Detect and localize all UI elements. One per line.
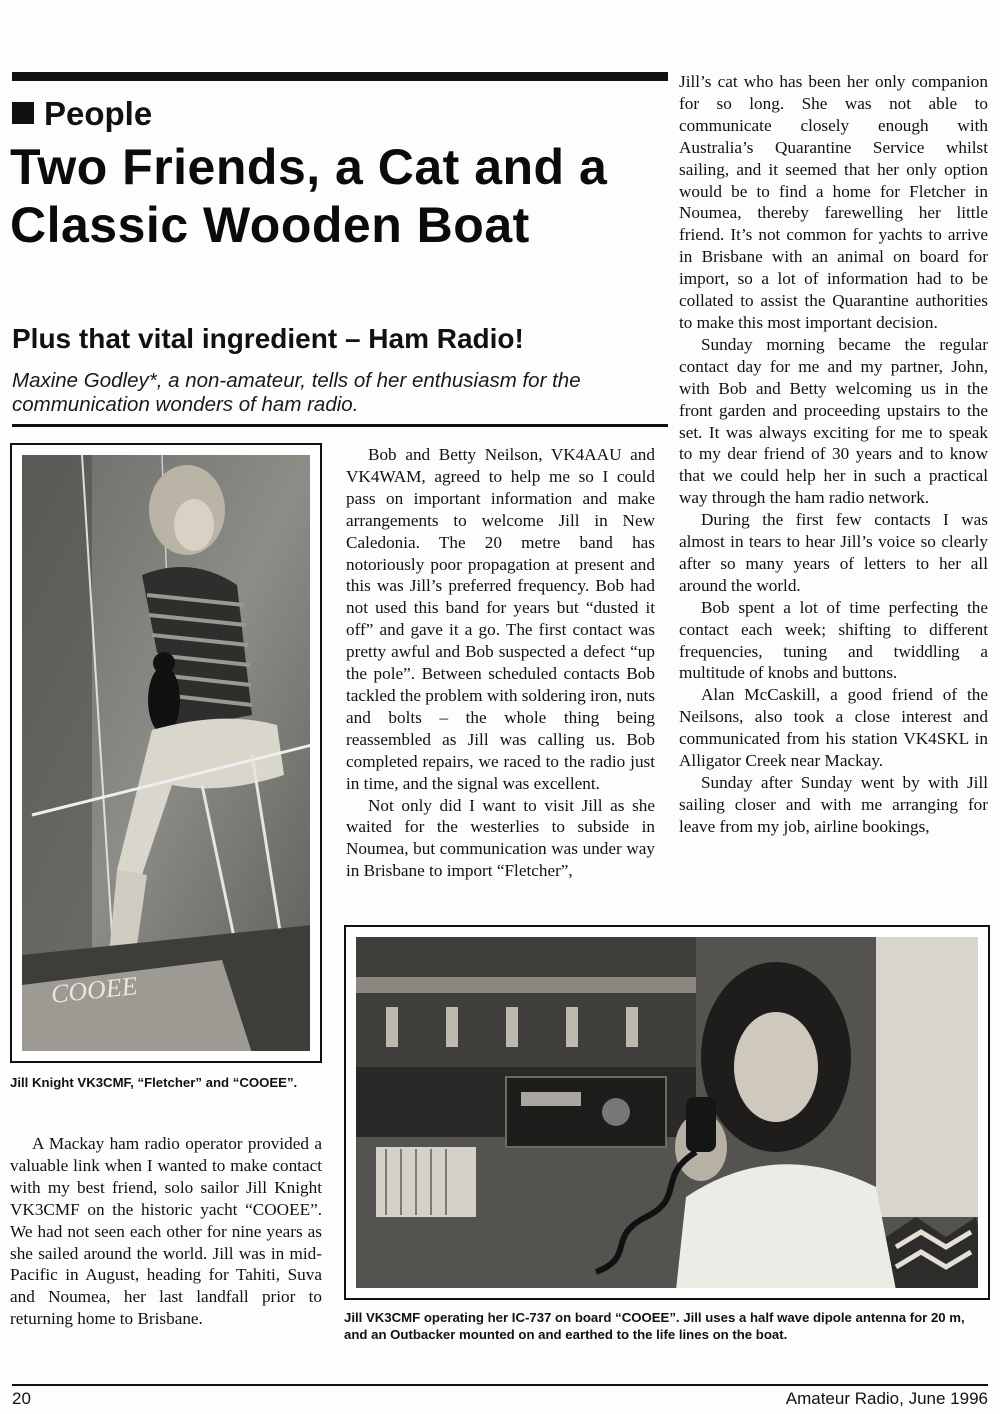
boat-name-text: COOEE bbox=[49, 971, 139, 1009]
paragraph: Sunday after Sunday went by with Jill sailing closer and with me arranging for leave from my job, airline bookings, bbox=[679, 773, 988, 836]
section-label bbox=[12, 96, 152, 132]
publication-line: Amateur Radio, June 1996 bbox=[785, 1389, 988, 1408]
photo-jill-radio bbox=[344, 925, 990, 1300]
photo-jill-and-cat bbox=[10, 443, 322, 1063]
byline-rule bbox=[12, 424, 668, 427]
paragraph: Alan McCaskill, a good friend of the Neilsons, also took a close interest and communicated from his station VK4SKL in Alligator Creek near Mackay. bbox=[679, 685, 988, 771]
paragraph: Sunday morning became the regular contact day for me and my partner, John, with Bob and Betty welcoming us in the front garden and proceeding upstairs to the set. It was always exciting for me to speak to my dear friend of 30 years and to know that we could help her in such a practical way through the ham radio network. bbox=[679, 334, 988, 508]
paragraph: Bob spent a lot of time perfecting the contact each week; shifting to different frequencies, tuning and twiddling a multitude of knobs and buttons. bbox=[679, 597, 988, 683]
header-rule bbox=[12, 72, 668, 81]
photo-jill-radio-image bbox=[356, 937, 978, 1288]
photo-jill-radio-illustration bbox=[356, 937, 978, 1288]
paragraph: Jill’s cat who has been her only companion for so long. She was not able to communicate closely enough with Australia’s Quarantine Service whilst sailing, and it seemed that her only option would be to find a home for Fletcher in Noumea, thereby farewelling her little friend. It’s not common for yachts to arrive in Brisbane with an animal on board for import, so a lot of information had to be collated to assist the Quarantine authorities to make this most important decision. bbox=[679, 72, 988, 332]
photo-jill-and-cat-caption: Jill Knight VK3CMF, “Fletcher” and “COOEE”. bbox=[10, 1075, 298, 1090]
article-title: Two Friends, a Cat and a Classic Wooden Boat bbox=[10, 139, 608, 253]
paragraph: Not only did I want to visit Jill as she waited for the westerlies to subside in Noumea, but communication was under way in Brisbane to import “Fletcher”, bbox=[346, 795, 655, 881]
article-byline: Maxine Godley*, a non-amateur, tells of her enthusiasm for the communication wonders of ham radio. bbox=[12, 369, 581, 416]
column-3 bbox=[679, 71, 988, 838]
photo-jill-and-cat-illustration bbox=[22, 455, 310, 1051]
section-label-text: People bbox=[44, 95, 153, 132]
page-number: 20 bbox=[12, 1389, 31, 1408]
photo-jill-and-cat-image bbox=[22, 455, 310, 1051]
square-bullet-icon bbox=[12, 102, 34, 124]
column-1 bbox=[10, 1133, 322, 1330]
paragraph: Bob and Betty Neilson, VK4AAU and VK4WAM, agreed to help me so I could pass on important information and make arrangements to welcome Jill in New Caledonia. The 20 metre band has notoriously poor propagation at present and this was Jill’s preferred frequency. Bob had not used this band for years but “dusted it off” and gave it a go. The first contact was pretty awful and Bob suspected a defect “up the pole”. Between scheduled contacts Bob tackled the problem with soldering iron, nuts and bolts – the whole thing being reassembled as Jill was calling us. Bob completed repairs, we raced to the radio just in time, and the signal was excellent. bbox=[346, 445, 655, 793]
footer-rule bbox=[12, 1384, 988, 1386]
paragraph: A Mackay ham radio operator provided a valuable link when I wanted to make contact with my best friend, solo sailor Jill Knight VK3CMF on the historic yacht “COOEE”. We had not seen each other for nine years as she sailed around the world. Jill was in mid-Pacific in August, heading for Tahiti, Suva and Noumea, her last landfall prior to returning home to Brisbane. bbox=[10, 1134, 322, 1329]
column-2 bbox=[346, 444, 655, 882]
article-subtitle: Plus that vital ingredient – Ham Radio! bbox=[12, 323, 524, 354]
photo-jill-radio-caption: Jill VK3CMF operating her IC-737 on board “COOEE”. Jill uses a half wave dipole antenna for 20 m, and an Outbacker mounted on and earthed to the life lines on the boat. bbox=[344, 1310, 965, 1342]
paragraph: During the first few contacts I was almost in tears to hear Jill’s voice so clearly after so many years of letters to her all around the world. bbox=[679, 510, 988, 595]
